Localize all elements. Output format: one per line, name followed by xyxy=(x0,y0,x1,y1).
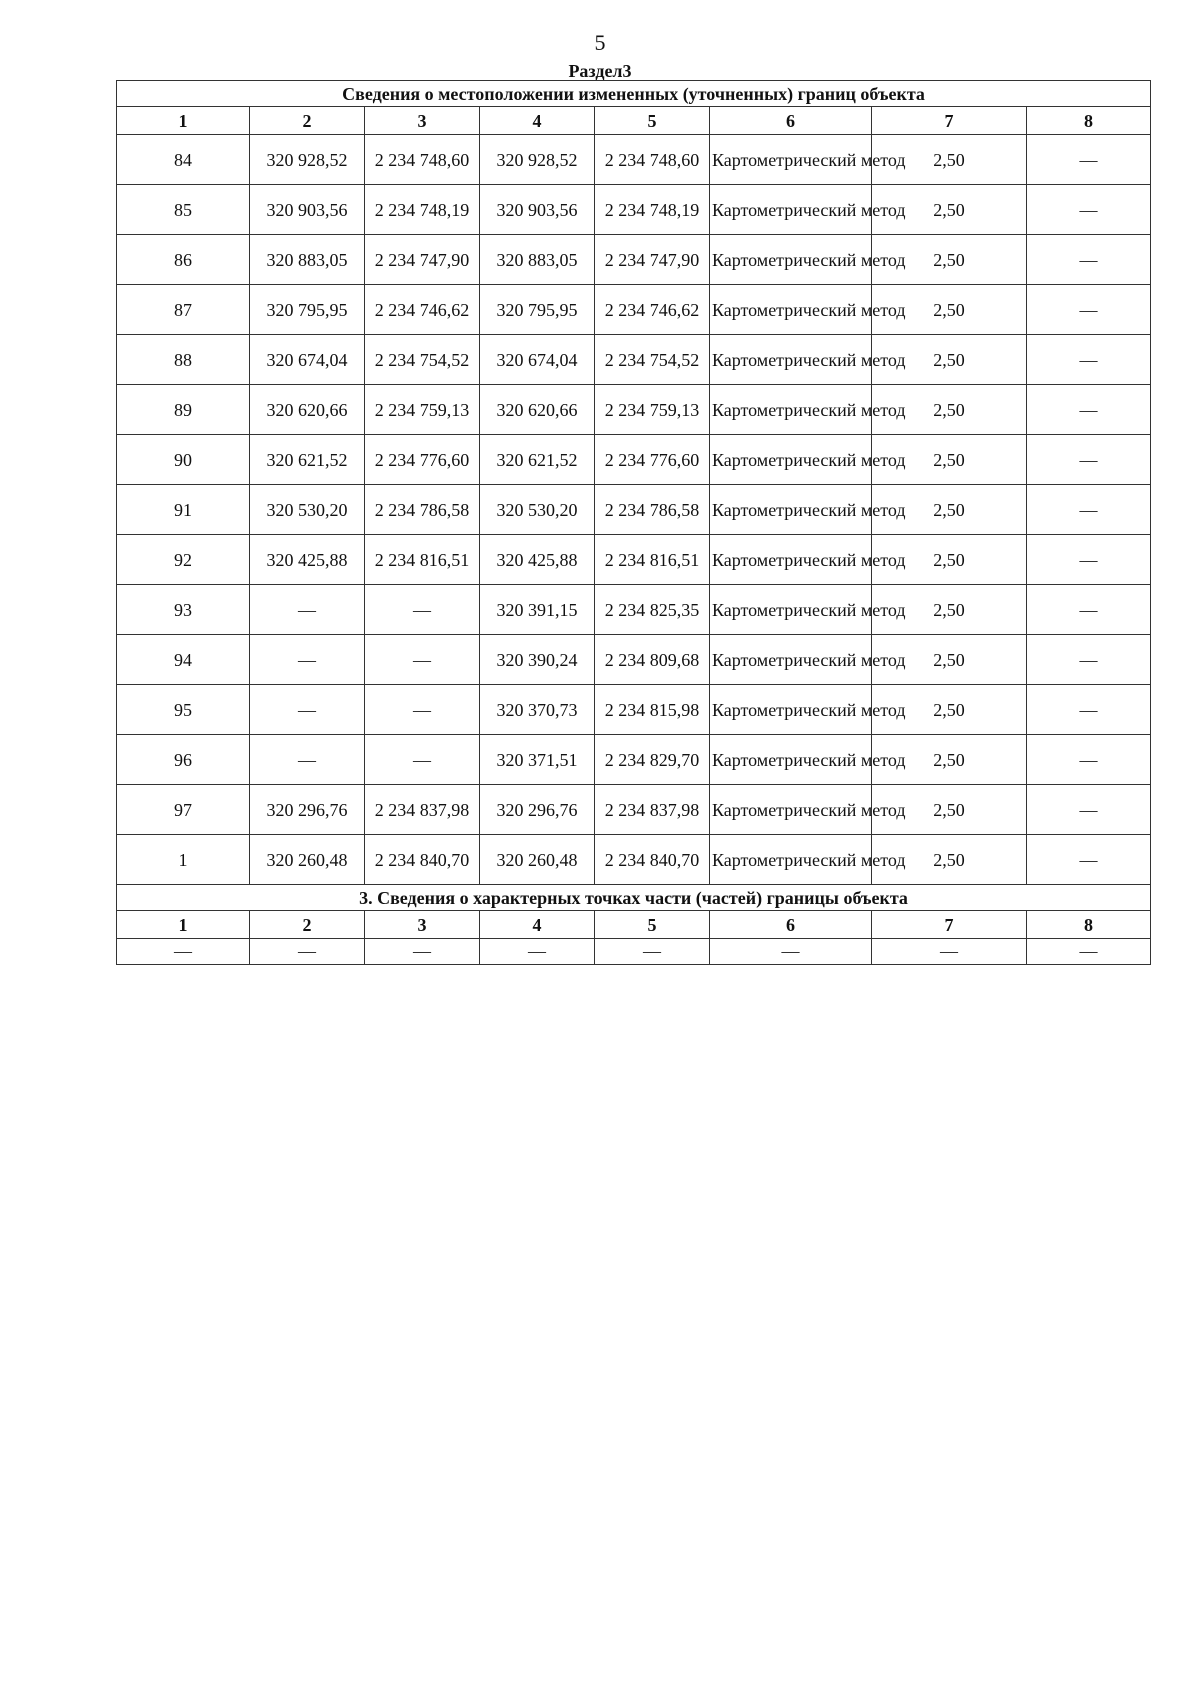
method-text: Картометрический метод xyxy=(712,799,906,820)
cell-accuracy: 2,50 xyxy=(872,285,1027,335)
column-header-2: 2 xyxy=(250,911,365,939)
cell-point-number: 90 xyxy=(117,435,250,485)
cell-accuracy: 2,50 xyxy=(872,235,1027,285)
cell-accuracy: 2,50 xyxy=(872,435,1027,485)
cell-y-new: 2 234 776,60 xyxy=(595,435,710,485)
table-row xyxy=(117,285,1151,335)
cell-y-existing: 2 234 748,60 xyxy=(365,135,480,185)
section-title: Раздел3 xyxy=(568,61,632,81)
method-text: Картометрический метод xyxy=(712,499,906,520)
column-header-1: 1 xyxy=(117,911,250,939)
column-header-8: 8 xyxy=(1027,911,1151,939)
cell-accuracy: 2,50 xyxy=(872,635,1027,685)
cell-point-number: 89 xyxy=(117,385,250,435)
table-row xyxy=(117,235,1151,285)
cell-x-existing: 320 928,52 xyxy=(250,135,365,185)
cell-y-new: 2 234 837,98 xyxy=(595,785,710,835)
cell-accuracy: 2,50 xyxy=(872,485,1027,535)
cell-method xyxy=(710,135,906,185)
cell-point-number: 1 xyxy=(117,835,250,885)
table-row xyxy=(117,785,1151,835)
cell-description: — xyxy=(1027,135,1151,185)
method-text: Картометрический метод xyxy=(712,249,906,270)
cell-point-number: 93 xyxy=(117,585,250,635)
cell-y-new: 2 234 825,35 xyxy=(595,585,710,635)
table-row xyxy=(117,135,1151,185)
table-row xyxy=(117,485,1151,535)
table-header-row xyxy=(117,911,1151,939)
cell-x-existing: 320 883,05 xyxy=(250,235,365,285)
table-row xyxy=(117,335,1151,385)
cell-y-new: 2 234 759,13 xyxy=(595,385,710,435)
cell-description: — xyxy=(1027,535,1151,585)
cell-description: — xyxy=(1027,435,1151,485)
method-text: Картометрический метод xyxy=(712,349,906,370)
cell-method xyxy=(710,235,906,285)
table-row xyxy=(117,385,1151,435)
cell-accuracy: 2,50 xyxy=(872,385,1027,435)
cell-point-number: 97 xyxy=(117,785,250,835)
cell-y-existing: 2 234 816,51 xyxy=(365,535,480,585)
cell-x-existing: — xyxy=(250,939,365,965)
cell-description: — xyxy=(1027,835,1151,885)
table-row xyxy=(117,835,1151,885)
column-header-2: 2 xyxy=(250,107,365,135)
table-caption: Сведения о местоположении измененных (уточненных) границ объекта xyxy=(117,81,1151,107)
method-text: Картометрический метод xyxy=(712,849,906,870)
column-header-6: 6 xyxy=(710,107,872,135)
method-text: Картометрический метод xyxy=(712,449,906,470)
cell-description: — xyxy=(1027,485,1151,535)
cell-method xyxy=(710,185,906,235)
cell-y-existing: 2 234 747,90 xyxy=(365,235,480,285)
cell-description: — xyxy=(1027,939,1151,965)
cell-y-existing: 2 234 754,52 xyxy=(365,335,480,385)
table-caption: 3. Сведения о характерных точках части (частей) границы объекта xyxy=(117,885,1151,911)
table-body xyxy=(117,81,1151,965)
cell-point-number: 87 xyxy=(117,285,250,335)
cell-x-existing: 320 903,56 xyxy=(250,185,365,235)
cell-x-new: 320 928,52 xyxy=(480,135,595,185)
cell-point-number: — xyxy=(117,939,250,965)
column-header-4: 4 xyxy=(480,911,595,939)
cell-method xyxy=(710,535,906,585)
cell-description: — xyxy=(1027,285,1151,335)
cell-description: — xyxy=(1027,385,1151,435)
cell-method xyxy=(710,635,906,685)
cell-y-new: 2 234 809,68 xyxy=(595,635,710,685)
table-row xyxy=(117,635,1151,685)
cell-description: — xyxy=(1027,335,1151,385)
cell-x-existing: — xyxy=(250,585,365,635)
method-text: Картометрический метод xyxy=(712,749,906,770)
cell-x-new: 320 530,20 xyxy=(480,485,595,535)
cell-accuracy: 2,50 xyxy=(872,835,1027,885)
method-text: Картометрический метод xyxy=(712,599,906,620)
cell-x-new: 320 621,52 xyxy=(480,435,595,485)
cell-x-new: 320 795,95 xyxy=(480,285,595,335)
cell-x-existing: 320 530,20 xyxy=(250,485,365,535)
cell-y-existing: — xyxy=(365,939,480,965)
cell-x-new: 320 883,05 xyxy=(480,235,595,285)
column-header-7: 7 xyxy=(872,911,1027,939)
cell-x-existing: — xyxy=(250,685,365,735)
cell-method xyxy=(710,735,906,785)
cell-point-number: 96 xyxy=(117,735,250,785)
table-row xyxy=(117,185,1151,235)
table-row xyxy=(117,535,1151,585)
column-header-4: 4 xyxy=(480,107,595,135)
column-header-5: 5 xyxy=(595,911,710,939)
column-header-5: 5 xyxy=(595,107,710,135)
cell-method xyxy=(710,335,906,385)
cell-description: — xyxy=(1027,585,1151,635)
method-text: Картометрический метод xyxy=(712,199,906,220)
cell-y-existing: 2 234 776,60 xyxy=(365,435,480,485)
cell-method xyxy=(710,685,906,735)
cell-accuracy: — xyxy=(872,939,1027,965)
cell-x-new: 320 370,73 xyxy=(480,685,595,735)
cell-description: — xyxy=(1027,685,1151,735)
cell-y-existing: — xyxy=(365,735,480,785)
cell-description: — xyxy=(1027,785,1151,835)
method-text: Картометрический метод xyxy=(712,149,906,170)
table-row xyxy=(117,685,1151,735)
cell-point-number: 94 xyxy=(117,635,250,685)
cell-description: — xyxy=(1027,235,1151,285)
method-text: Картометрический метод xyxy=(712,299,906,320)
method-text: Картометрический метод xyxy=(712,649,906,670)
cell-x-existing: — xyxy=(250,635,365,685)
cell-y-new: 2 234 746,62 xyxy=(595,285,710,335)
cell-description: — xyxy=(1027,185,1151,235)
cell-point-number: 88 xyxy=(117,335,250,385)
column-header-3: 3 xyxy=(365,107,480,135)
column-header-3: 3 xyxy=(365,911,480,939)
cell-point-number: 84 xyxy=(117,135,250,185)
table-caption-row xyxy=(117,81,1151,107)
cell-y-existing: 2 234 840,70 xyxy=(365,835,480,885)
cell-method: — xyxy=(710,939,872,965)
cell-x-new: 320 674,04 xyxy=(480,335,595,385)
cell-y-new: 2 234 747,90 xyxy=(595,235,710,285)
cell-point-number: 92 xyxy=(117,535,250,585)
cell-accuracy: 2,50 xyxy=(872,185,1027,235)
cell-method xyxy=(710,435,906,485)
cell-y-existing: — xyxy=(365,685,480,735)
cell-y-new: 2 234 748,60 xyxy=(595,135,710,185)
cell-x-existing: 320 296,76 xyxy=(250,785,365,835)
table-header-row xyxy=(117,107,1151,135)
cell-method xyxy=(710,485,906,535)
cell-y-existing: 2 234 746,62 xyxy=(365,285,480,335)
cell-accuracy: 2,50 xyxy=(872,685,1027,735)
cell-method xyxy=(710,835,906,885)
cell-x-new: 320 260,48 xyxy=(480,835,595,885)
table-row xyxy=(117,585,1151,635)
cell-x-existing: 320 621,52 xyxy=(250,435,365,485)
column-header-8: 8 xyxy=(1027,107,1151,135)
cell-y-new: 2 234 815,98 xyxy=(595,685,710,735)
cell-description: — xyxy=(1027,635,1151,685)
cell-y-existing: 2 234 748,19 xyxy=(365,185,480,235)
method-text: Картометрический метод xyxy=(712,399,906,420)
cell-x-new: 320 296,76 xyxy=(480,785,595,835)
column-header-7: 7 xyxy=(872,107,1027,135)
cell-y-existing: 2 234 837,98 xyxy=(365,785,480,835)
cell-accuracy: 2,50 xyxy=(872,585,1027,635)
cell-x-existing: 320 674,04 xyxy=(250,335,365,385)
cell-x-new: 320 390,24 xyxy=(480,635,595,685)
cell-y-new: 2 234 748,19 xyxy=(595,185,710,235)
cell-x-existing: — xyxy=(250,735,365,785)
cell-y-existing: 2 234 759,13 xyxy=(365,385,480,435)
cell-accuracy: 2,50 xyxy=(872,335,1027,385)
cell-x-new: 320 903,56 xyxy=(480,185,595,235)
cell-x-new: 320 425,88 xyxy=(480,535,595,585)
cell-point-number: 91 xyxy=(117,485,250,535)
cell-y-new: 2 234 754,52 xyxy=(595,335,710,385)
cell-x-existing: 320 620,66 xyxy=(250,385,365,435)
cell-y-new: 2 234 840,70 xyxy=(595,835,710,885)
cell-method xyxy=(710,285,906,335)
cell-method xyxy=(710,585,906,635)
cell-method xyxy=(710,785,906,835)
cell-y-new: 2 234 786,58 xyxy=(595,485,710,535)
table-caption-row xyxy=(117,885,1151,911)
cell-accuracy: 2,50 xyxy=(872,735,1027,785)
column-header-6: 6 xyxy=(710,911,872,939)
method-text: Картометрический метод xyxy=(712,549,906,570)
cell-method xyxy=(710,385,906,435)
method-text: Картометрический метод xyxy=(712,699,906,720)
cell-x-new: 320 371,51 xyxy=(480,735,595,785)
cell-y-existing: — xyxy=(365,585,480,635)
column-header-1: 1 xyxy=(117,107,250,135)
cell-accuracy: 2,50 xyxy=(872,135,1027,185)
cell-x-existing: 320 425,88 xyxy=(250,535,365,585)
cell-x-new: 320 391,15 xyxy=(480,585,595,635)
table-row xyxy=(117,435,1151,485)
cell-x-new: 320 620,66 xyxy=(480,385,595,435)
cell-x-existing: 320 795,95 xyxy=(250,285,365,335)
cell-accuracy: 2,50 xyxy=(872,785,1027,835)
cell-y-new: 2 234 816,51 xyxy=(595,535,710,585)
table-row xyxy=(117,735,1151,785)
cell-point-number: 85 xyxy=(117,185,250,235)
table-row xyxy=(117,939,1151,965)
cell-accuracy: 2,50 xyxy=(872,535,1027,585)
boundary-table xyxy=(116,80,1151,965)
cell-y-new: — xyxy=(595,939,710,965)
cell-y-existing: — xyxy=(365,635,480,685)
cell-y-existing: 2 234 786,58 xyxy=(365,485,480,535)
cell-description: — xyxy=(1027,735,1151,785)
cell-x-existing: 320 260,48 xyxy=(250,835,365,885)
page-number: 5 xyxy=(594,30,606,55)
cell-y-new: 2 234 829,70 xyxy=(595,735,710,785)
cell-point-number: 95 xyxy=(117,685,250,735)
cell-point-number: 86 xyxy=(117,235,250,285)
cell-x-new: — xyxy=(480,939,595,965)
